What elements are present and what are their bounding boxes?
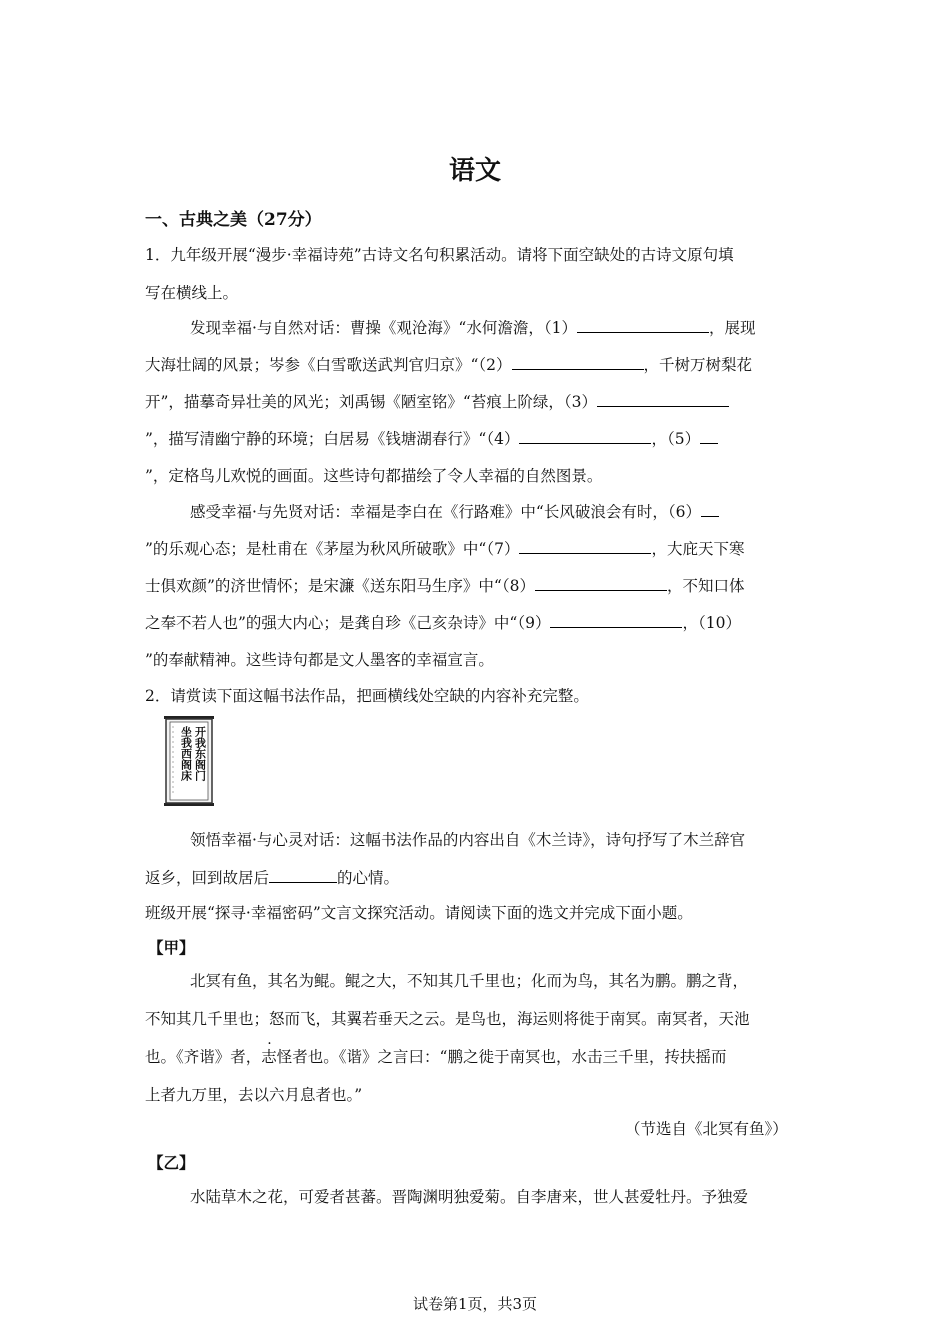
p3-line2-tail: 的心情。 [337,869,400,887]
q1-text-line1: 1．九年级开展“漫步·幸福诗苑”古诗文名句积累活动。请将下面空缺处的古诗文原句填 [145,246,734,264]
blank-calligraphy[interactable] [269,868,337,883]
q1-text-line2: 写在横线上。 [145,284,239,302]
section-heading: 一、古典之美（27分） [145,210,322,230]
p3-line2 [145,868,399,888]
blank-5[interactable] [700,429,718,444]
calligraphy-col-1: 开我东阁门 [193,726,207,781]
blank-4[interactable] [519,429,651,444]
p2-line2-tail: ，大庇天下寒 [651,540,745,558]
blank-2[interactable] [512,355,644,370]
p1-line1-tail: ，展现 [708,319,756,337]
p3-line1: 领悟幸福·与心灵对话：这幅书法作品的内容出自《木兰诗》，诗句抒写了木兰辞官 [190,831,746,849]
p1-line2-tail: ，千树万树梨花 [643,356,753,374]
p1-line1 [190,318,755,338]
q2-text: 2．请赏读下面这幅书法作品，把画横线处空缺的内容补充完整。 [145,687,589,705]
p1-line3 [145,392,729,412]
p2-line5: ”的奉献精神。这些诗句都是文人墨客的幸福宣言。 [145,651,494,669]
p1-line4 [145,429,718,449]
blank-3[interactable] [597,392,729,407]
p1-line5: ”，定格鸟儿欢悦的画面。这些诗句都描绘了令人幸福的自然图景。 [145,467,603,485]
p2-line2-text: ”的乐观心态；是杜甫在《茅屋为秋风所破歌》中“（7） [145,540,520,558]
calligraphy-scroll-svg [162,716,216,806]
calligraphy-col-2: 坐我西阁床 [179,726,193,781]
p2-line4-tail: ，（10） [682,614,741,632]
p2-line3-tail: ，不知口体 [666,577,745,595]
passage-a-line1: 北冥有鱼，其名为鲲。鲲之大，不知其几千里也；化而为鸟，其名为鹏。鹏之背， [190,972,749,990]
passage-b-line1: 水陆草木之花，可爱者甚蕃。晋陶渊明独爱菊。自李唐来，世人甚爱牡丹。予独爱 [190,1188,749,1206]
p2-line2 [145,539,744,559]
passage-a-line4: 上者九万里，去以六月息者也。” [145,1086,363,1104]
passage-a-line3 [145,1047,726,1067]
p1-line3-text: 开”，描摹奇异壮美的风光；刘禹锡《陋室铭》“苔痕上阶绿，（3） [145,393,597,411]
passage-a-label: 【甲】 [148,938,195,957]
p1-line2-text: 大海壮阔的风景；岑参《白雪歌送武判官归京》“（2） [145,356,512,374]
blank-7[interactable] [519,539,651,554]
passage-a-line2: 不知其几千里也；怒而飞，其翼若垂天之云。是鸟也，海运则将徙于南冥。南冥者，天池 [145,1010,750,1028]
blank-9[interactable] [550,613,682,628]
p2-line3 [145,576,744,596]
p1-line4-mid: ，（5） [651,430,701,448]
p2-line4 [145,613,741,633]
page-footer: 试卷第1页，共3页 [412,1295,538,1313]
passage-a-source: （节选自《北冥有鱼》） [625,1120,788,1138]
passage-a-line3-tail: 怪者也。《谐》之言曰：“鹏之徙于南冥也，水击三千里，抟扶摇而 [276,1048,727,1066]
p1-line2 [145,355,752,375]
p2-line4-text: 之奉不若人也”的强大内心；是龚自珍《己亥杂诗》中“（9） [145,614,551,632]
p2-line1-text: 感受幸福·与先贤对话：幸福是李白在《行路难》中“长风破浪会有时，（6） [190,503,701,521]
blank-1[interactable] [577,318,709,333]
p1-line4-text: ”，描写清幽宁静的环境；白居易《钱塘湖春行》“（4） [145,430,520,448]
p3-line2-text: 返乡，回到故居后 [145,869,270,887]
emphasis-char: 志 [261,1048,277,1066]
p1-line1-text: 发现幸福·与自然对话：曹操《观沧海》“水何澹澹，（1） [190,319,577,337]
blank-6[interactable] [701,502,719,517]
passage-a-line3-text: 也。《齐谐》者， [145,1048,262,1066]
calligraphy-image [162,716,216,806]
page-title: 语文 [448,156,501,186]
passage-b-label: 【乙】 [148,1153,195,1172]
activity-intro: 班级开展“探寻·幸福密码”文言文探究活动。请阅读下面的选文并完成下面小题。 [145,904,693,922]
p2-line1 [190,502,719,522]
p2-line3-text: 士俱欢颜”的济世情怀；是宋濂《送东阳马生序》中“（8） [145,577,535,595]
blank-8[interactable] [535,576,667,591]
